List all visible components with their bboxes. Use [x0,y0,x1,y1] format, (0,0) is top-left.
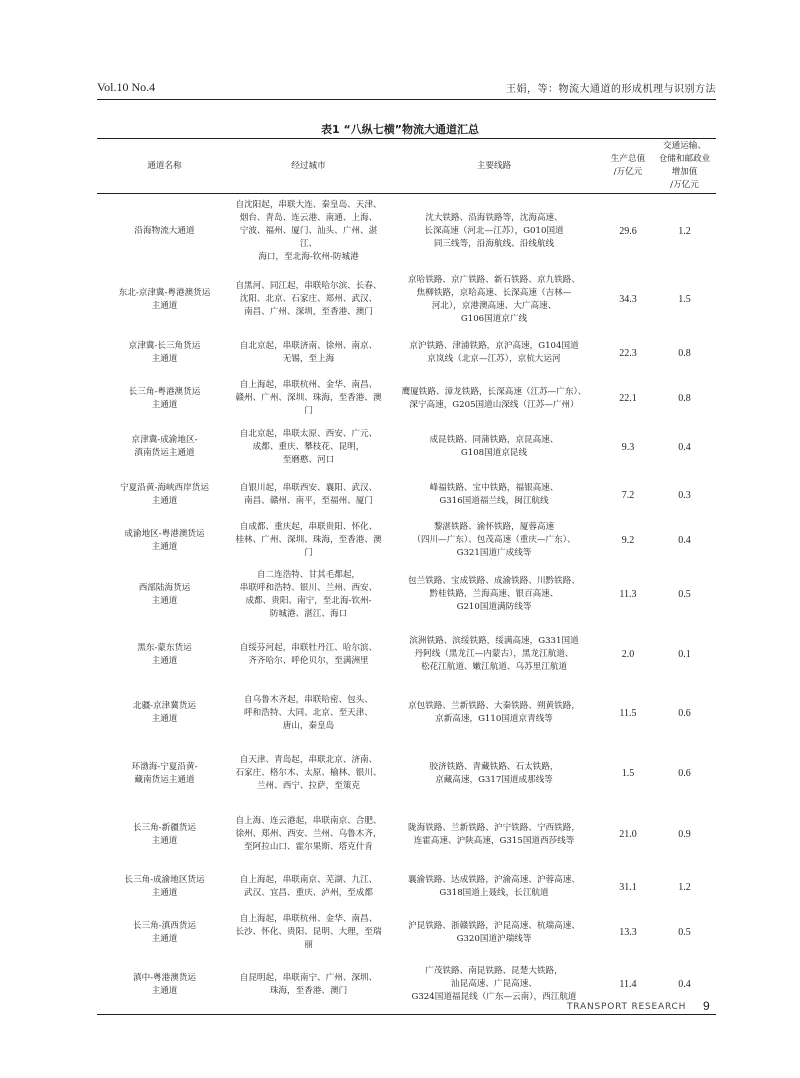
routes-cell: 陇海铁路、兰新铁路、沪宁铁路、宁西铁路， 连霍高速、沪陕高速，G315国道西莎线等 [408,822,580,846]
cities-cell: 自上海起，串联杭州、金华、南昌、 赣州、广州、深圳、珠海，至香港、澳门 [235,380,382,416]
gdp-cell: 2.0 [621,649,635,660]
corridor-name-cell: 长三角-滇西货运 主通道 [132,920,197,944]
routes-cell: 滨洲铁路、滨绥铁路，绥满高速，G331国道 丹阿线（黑龙江—内蒙古），黑龙江航道、 松花江航道、嫩江航道、乌苏里江航道 [409,636,579,672]
gdp-cell: 22.1 [619,393,637,404]
table-row [97,865,716,910]
corridor-table [97,138,716,1015]
routes-cell: 襄渝铁路、达成铁路，沪渝高速、沪蓉高速、 G318国道上聂线，长江航道 [408,875,580,898]
corridor-name-cell: 北疆-京津冀货运 主通道 [132,701,197,724]
cities-cell: 自昆明起，串联南宁、广州、深圳、 珠海，至香港、澳门 [239,972,378,996]
cities-cell: 自北京起，串联济南、徐州、南京、 无锡，至上海 [239,341,378,364]
gdp-cell: 34.3 [619,294,637,305]
cities-cell: 自沈阳起，串联大连、秦皇岛、天津、 烟台、青岛、连云港、南通、上海、 宁波、福州、厦门、汕头、广州、湛江、 海口，至北海-钦州-防城港 [235,199,382,262]
corridor-name-cell: 长三角-粤港澳货运 主通道 [128,386,201,410]
corridor-name-cell: 成渝地区-粤港澳货运 主通道 [124,528,205,552]
transport-value-cell: 0.9 [678,829,691,840]
header-gdp: 生产总值 /万亿元 [603,139,653,194]
cities-cell: 自天津、青岛起，串联北京、济南、 石家庄、格尔木、太原、榆林、银川、 兰州、西宁、拉萨，至策克 [235,755,382,791]
header-routes: 主要线路 [385,139,603,194]
cities-cell: 自银川起，串联西安、襄阳、武汉、 南昌、赣州、南平，至福州、厦门 [239,483,378,506]
routes-cell: 成昆铁路、同蒲铁路，京昆高速、 G108国道京昆线 [429,435,559,458]
table-row [97,743,716,805]
corridor-name-cell: 沿海物流大通道 [134,225,195,236]
corridor-name-cell: 长三角-新疆货运 主通道 [132,822,197,846]
transport-value-cell: 0.3 [678,489,691,501]
routes-cell: 广茂铁路、南昆铁路、昆楚大铁路， 汕昆高速、广昆高速、 G324国道福昆线（广东—云南），西江航道 [411,966,577,1003]
routes-cell: 包兰铁路、宝成铁路、成渝铁路、川黔铁路、 黔桂铁路，兰海高速、银百高速、 G210国道满防线等 [408,576,580,612]
transport-value-cell: 0.1 [678,649,691,660]
table-row [97,269,716,331]
cities-cell: 自绥芬河起，串联牡丹江、哈尔滨、 齐齐哈尔、呼伦贝尔，至满洲里 [239,642,378,666]
cities-cell: 自乌鲁木齐起，串联哈密、包头、 呼和浩特、大同、北京、至天津、 唐山，秦皇岛 [244,694,373,731]
corridor-name-cell: 京津冀-长三角货运 主通道 [128,341,201,364]
routes-cell: 胶济铁路、青藏铁路、石太铁路， 京藏高速，G317国道成那线等 [429,761,559,785]
table-body [97,194,716,1015]
volume-issue: Vol.10 No.4 [97,80,156,94]
gdp-cell: 11.5 [619,707,637,719]
cities-cell: 自二连浩特、甘其毛都起， 串联呼和浩特、银川、兰州、西安、 成都、贵阳、南宁，至北海-钦州- 防城港、湛江、海口 [239,569,378,619]
header-rule [97,99,716,100]
journal-name: TRANSPORT RESEARCH [567,1002,687,1012]
gdp-cell: 21.0 [619,829,637,840]
transport-value-cell: 1.2 [678,881,691,893]
transport-value-cell: 1.5 [678,294,691,305]
gdp-cell: 7.2 [621,489,635,501]
table-row [97,376,716,422]
corridor-name-cell: 东北-京津冀-粤港澳货运 主通道 [118,287,211,311]
corridor-name-cell: 京津冀-成渝地区- 滇南货运主通道 [131,435,198,458]
table-row [97,331,716,376]
transport-value-cell: 0.6 [678,707,691,719]
gdp-cell: 9.2 [621,535,635,546]
transport-value-cell: 0.8 [678,393,691,404]
table-caption: 表1 “八纵七横”物流大通道汇总 [321,123,479,136]
table-row [97,422,716,473]
corridor-name-cell: 西部陆海货运 主通道 [138,582,191,606]
table-row [97,805,716,865]
table-row [97,684,716,743]
transport-value-cell: 0.5 [678,589,691,600]
header-cities: 经过城市 [232,139,385,194]
routes-cell: 峰福铁路、宝中铁路，福银高速、 G316国道福兰线，闽江航线 [429,483,559,506]
transport-value-cell: 0.8 [678,347,691,359]
gdp-cell: 11.3 [619,589,637,600]
transport-value-cell: 0.6 [678,768,691,779]
cities-cell: 自北京起，串联太原、西安、广元、 成都、重庆、攀枝花、昆明， 至磨憨、河口 [239,428,378,465]
transport-value-cell: 0.4 [678,979,691,991]
corridor-name-cell: 长三角-成渝地区货运 主通道 [124,875,205,898]
routes-cell: 京沪铁路、津浦铁路，京沪高速，G104国道 京岚线（北京—江苏），京杭大运河 [409,341,579,364]
table-row [97,194,716,269]
routes-cell: 黎湛铁路、渝怀铁路，厦蓉高速 （四川—广东）、包茂高速（重庆—广东）、 G321国道广成线等 [412,522,576,558]
corridor-name-cell: 宁夏沿黄-海峡西岸货运 主通道 [120,483,209,506]
table-row [97,564,716,626]
header-transport: 交通运输、 仓储和邮政业 增加值 /万亿元 [653,139,716,194]
routes-cell: 京包铁路、兰新铁路、大秦铁路、朔黄铁路， 京新高速，G110国道京青线等 [408,701,580,724]
gdp-cell: 1.5 [621,768,635,779]
routes-cell: 沈大铁路、沿海铁路等，沈海高速、 长深高速（河北—江苏），G010国道 同三线等，沿海航线、沿线航线 [424,212,564,249]
table-row [97,473,716,518]
gdp-cell: 11.4 [619,979,637,991]
table-row [97,910,716,956]
table-row [97,626,716,684]
gdp-cell: 13.3 [619,927,637,938]
transport-value-cell: 0.4 [678,535,691,546]
corridor-name-cell: 黑东-蒙东货运 主通道 [137,642,192,666]
gdp-cell: 31.1 [619,881,637,893]
routes-cell: 沪昆铁路、浙赣铁路，沪昆高速、杭瑞高速、 G320国道沪瑞线等 [408,920,580,944]
running-title: 王娟，等：物流大通道的形成机理与识别方法 [506,84,716,95]
transport-value-cell: 0.5 [678,927,691,938]
gdp-cell: 29.6 [619,225,637,237]
gdp-cell: 9.3 [621,441,635,453]
cities-cell: 自上海起，串联南京、芜湖、九江、 武汉、宜昌、重庆、泸州，至成都 [239,875,378,898]
page-number: 9 [703,999,710,1013]
cities-cell: 自黑河、同江起，串联哈尔滨、长春、 沈阳、北京、石家庄、郑州、武汉、 南昌、广州、深圳，至香港、澳门 [235,281,382,317]
routes-cell: 鹰厦铁路、漳龙铁路，长深高速（江苏—广东）、 深宁高速，G205国道山深线（江苏—广州） [401,386,587,410]
table-row [97,518,716,564]
corridor-name-cell: 环渤海-宁夏沿黄- 藏南货运主通道 [131,761,198,785]
header-name: 通道名称 [97,139,232,194]
cities-cell: 自成都、重庆起，串联贵阳、怀化、 桂林、广州、深圳、珠海，至香港、澳门 [235,522,382,558]
transport-value-cell: 0.4 [678,441,691,453]
gdp-cell: 22.3 [619,347,637,359]
corridor-name-cell: 滇中-粤港澳货运 主通道 [132,972,197,996]
cities-cell: 自上海、连云港起，串联南京、合肥、 徐州、郑州、西安、兰州、乌鲁木齐， 至阿拉山口、霍尔果斯、塔克什肯 [235,816,382,852]
transport-value-cell: 1.2 [678,225,691,237]
cities-cell: 自上海起，串联杭州、金华、南昌、 长沙、怀化、贵阳、昆明、大理，至瑞丽 [235,914,382,950]
routes-cell: 京哈铁路、京广铁路、新石铁路、京九铁路、 焦柳铁路，京哈高速、长深高速（吉林— 河北），京港澳高速、大广高速、 G106国道京广线 [408,274,580,324]
table-header-row [97,139,716,194]
